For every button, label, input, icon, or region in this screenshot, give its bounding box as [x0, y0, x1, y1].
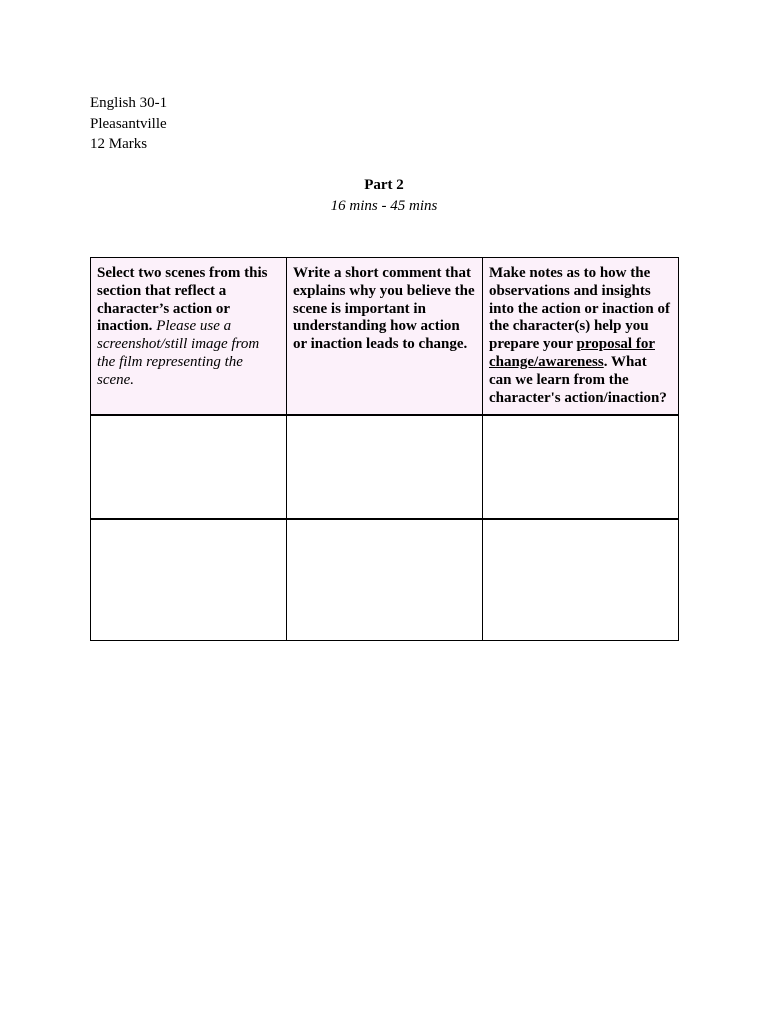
table-cell-row2-notes[interactable] [483, 519, 679, 641]
topic-name: Pleasantville [90, 115, 167, 132]
part-time-range: 16 mins - 45 mins [330, 198, 438, 214]
table-cell-row1-scene[interactable] [91, 415, 287, 519]
table-header-row [91, 258, 679, 416]
column-header-scenes-text: Select two scenes from this section that reflect a character’s action or inaction. [97, 265, 268, 335]
table-cell-row2-comment[interactable] [287, 519, 483, 641]
column-header-notes-underlined: proposal for change/awareness [489, 336, 655, 370]
column-header-notes-tail: . What can we learn from the character's action/inaction? [489, 353, 667, 406]
column-header-notes [483, 258, 679, 416]
part-heading [0, 175, 768, 217]
table-row [91, 519, 679, 641]
table-cell-row1-notes[interactable] [483, 415, 679, 519]
column-header-notes-text: Make notes as to how the observations and insights into the action or inaction of the character(s) help you prepare your [489, 265, 670, 353]
worksheet-table [90, 257, 679, 641]
table-cell-row1-comment[interactable] [287, 415, 483, 519]
marks-total: 12 Marks [90, 136, 148, 152]
part-title: Part 2 [364, 177, 404, 193]
table-row [91, 415, 679, 519]
course-name: English 30-1 [90, 95, 168, 111]
column-header-scenes [91, 258, 287, 416]
table-cell-row2-scene[interactable] [91, 519, 287, 641]
column-header-scenes-note: Please use a screenshot/still image from the film representing the scene. [97, 318, 260, 388]
column-header-comment [287, 258, 483, 416]
column-header-comment-text: Write a short comment that explains why you believe the scene is important in understanding how action or inaction leads to change. [293, 265, 475, 353]
document-header [90, 93, 167, 155]
